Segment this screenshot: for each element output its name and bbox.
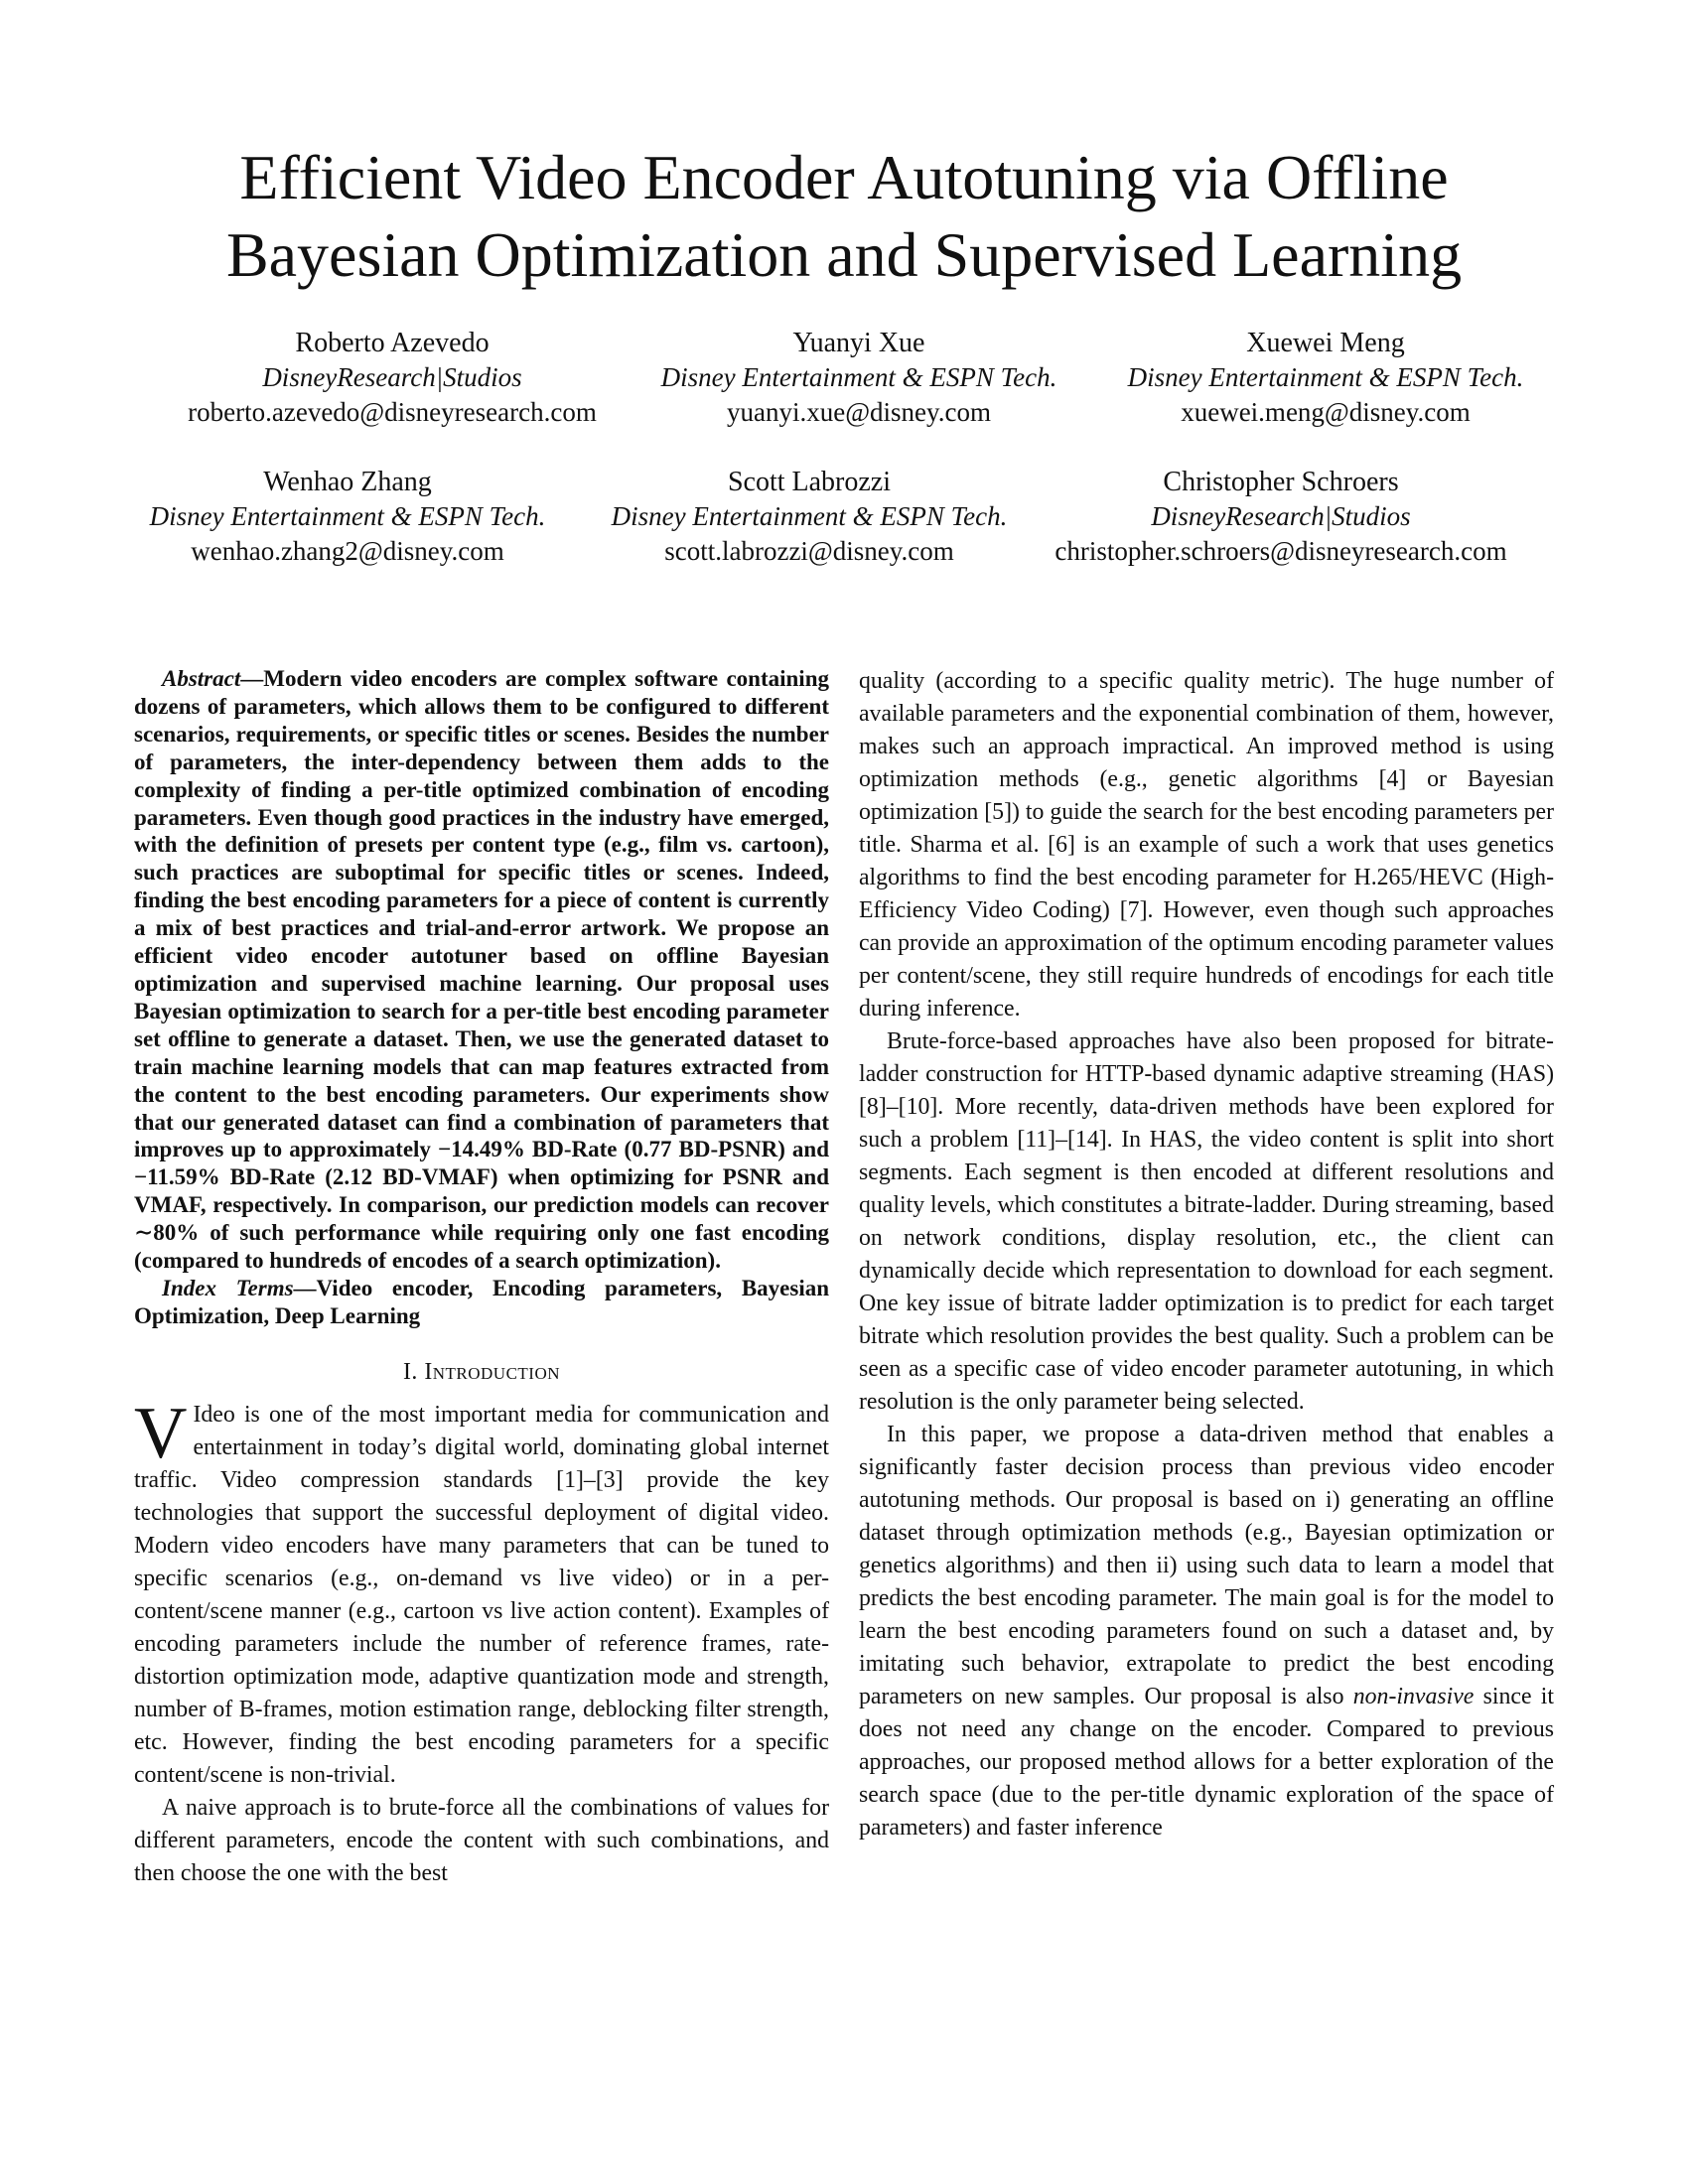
section-title: Introduction xyxy=(424,1358,561,1385)
author-email: christopher.schroers@disneyresearch.com xyxy=(1055,536,1507,566)
intro-paragraph-2: A naive approach is to brute-force all the combinations of values for different parameters, encode the content with such combinations, and then choose the one with the best xyxy=(134,1794,829,1886)
author-5 xyxy=(601,465,1018,569)
author-affiliation: Disney Entertainment & ESPN Tech. xyxy=(149,501,546,531)
author-affiliation: DisneyResearch|Studios xyxy=(262,362,522,392)
author-affiliation: DisneyResearch|Studios xyxy=(1151,501,1411,531)
author-6 xyxy=(1043,465,1519,569)
intro-paragraph-3: Brute-force-based approaches have also been proposed for bitrate-ladder construction for HTTP-based dynamic adaptive streaming (HAS) [8]–[10]. More recently, data-driven methods have been explored for such a problem [11]–[14]. In HAS, the video content is split into short segments. Each segment is then encoded at different resolutions and quality levels, which constitutes a bitrate-ladder. During streaming, based on network conditions, display resolution, etc., the client can dynamically decide which representation to download for each segment. One key issue of bitrate ladder optimization is to predict for each target bitrate which resolution provides the best quality. Such a problem can be seen as a specific case of video encoder parameter autotuning, in which resolution is the only parameter being selected. xyxy=(859,1028,1554,1415)
author-email: scott.labrozzi@disney.com xyxy=(664,536,954,566)
author-name: Wenhao Zhang xyxy=(263,467,432,497)
index-terms-label: Index Terms xyxy=(162,1275,294,1300)
abstract-text: Modern video encoders are complex software containing dozens of parameters, which allows them to be configured to different scenarios, requirements, or specific titles or scenes. Besides the number of parameters, the inter-dependency between them adds to the complexity of finding a per-title optimized combination of encoding parameters. Even though good practices in the industry have emerged, with the definition of presets per content type (e.g., film vs. cartoon), such practices are suboptimal for specific titles or scenes. Indeed, finding the best encoding parameters for a piece of content is currently a mix of best practices and trial-and-error artwork. We propose an efficient video encoder autotuner based on offline Bayesian optimization and supervised machine learning. Our proposal uses Bayesian optimization to search for a per-title best encoding parameter set offline to generate a dataset. Then, we use the generated dataset to train machine learning models that can map features extracted from the content to the best encoding parameters. Our experiments show that our generated dataset can find a combination of parameters that improves up to approximately −14.49% BD-Rate (0.77 BD-PSNR) and −11.59% BD-Rate (2.12 BD-VMAF) when optimizing for PSNR and VMAF, respectively. In comparison, our prediction models can recover ∼80% of such performance while requiring only one fast encoding (compared to hundreds of encodes of a search optimization). xyxy=(134,666,829,1274)
intro-paragraph-2-continued: quality (according to a specific quality metric). The huge number of available parameters and the exponential combination of them, however, makes such an approach impractical. An improved method is using optimization methods (e.g., genetic algorithms [4] or Bayesian optimization [5]) to guide the search for the best encoding parameters per title. Sharma et al. [6] is an example of such a work that uses genetics algorithms to find the best encoding parameter for H.265/HEVC (High-Efficiency Video Coding) [7]. However, even though such approaches can provide an approximation of the optimum encoding parameter values per content/scene, they still require hundreds of encodings for each title during inference. xyxy=(859,668,1554,1022)
author-1 xyxy=(184,326,601,430)
index-terms-text: Video encoder, Encoding parameters, Bayesian Optimization, Deep Learning xyxy=(134,1275,830,1328)
intro-paragraph-4 xyxy=(859,1419,1554,1844)
author-name: Christopher Schroers xyxy=(1163,467,1399,497)
section-numeral: I. xyxy=(402,1358,418,1385)
author-affiliation: Disney Entertainment & ESPN Tech. xyxy=(1127,362,1524,392)
title-line-2: Bayesian Optimization and Supervised Learning xyxy=(225,219,1463,290)
intro-paragraph-4-text-b: since it does not need any change on the encoder. Compared to previous approaches, our proposed method allows for a better exploration of the search space (due to the per-title dynamic exploration of the space of parameters) and faster inference xyxy=(859,1684,1555,1841)
author-2 xyxy=(650,326,1067,430)
author-email: roberto.azevedo@disneyresearch.com xyxy=(188,397,597,427)
author-email: wenhao.zhang2@disney.com xyxy=(191,536,504,566)
author-email: yuanyi.xue@disney.com xyxy=(726,397,992,427)
intro-paragraph-1 xyxy=(134,1392,829,1792)
author-email: xuewei.meng@disney.com xyxy=(1181,397,1471,427)
index-terms-dash: — xyxy=(293,1275,317,1300)
right-column xyxy=(859,665,1554,1844)
author-affiliation: Disney Entertainment & ESPN Tech. xyxy=(660,362,1057,392)
abstract xyxy=(134,665,829,1275)
author-name: Roberto Azevedo xyxy=(295,328,490,358)
abstract-label: Abstract xyxy=(162,666,241,691)
paper-title xyxy=(0,139,1688,294)
intro-paragraph-4-text-a: In this paper, we propose a data-driven method that enables a significantly faster decision process than previous video encoder autotuning methods. Our proposal is based on i) generating an offline dataset through optimization methods (e.g., Bayesian optimization or genetics algorithms) and then ii) using such data to learn a model that predicts the best encoding parameter. The main goal is for the model to learn the best encoding parameters found on such a dataset and, by imitating such behavior, extrapolate to predict the best encoding parameters on new samples. Our proposal is also xyxy=(859,1422,1554,1709)
abstract-dash: — xyxy=(240,666,264,691)
title-line-1: Efficient Video Encoder Autotuning via Offline xyxy=(239,142,1449,212)
author-name: Scott Labrozzi xyxy=(727,467,892,497)
intro-emphasis: non-invasive xyxy=(1352,1684,1475,1709)
section-heading-introduction xyxy=(134,1356,829,1389)
author-affiliation: Disney Entertainment & ESPN Tech. xyxy=(611,501,1008,531)
index-terms xyxy=(134,1275,829,1330)
left-column xyxy=(134,665,829,1890)
author-3 xyxy=(1117,326,1534,430)
author-name: Yuanyi Xue xyxy=(792,328,925,358)
intro-paragraph-1-text: Ideo is one of the most important media for communication and entertainment in today’s digital world, dominating global internet traffic. Video compression standards [1]–[3] provide the key technologies that support the successful deployment of digital video. Modern video encoders have many parameters that can be tuned to specific scenarios (e.g., on-demand vs live video) or in a per-content/scene manner (e.g., cartoon vs live action content). Examples of encoding parameters include the number of reference frames, rate-distortion optimization mode, adaptive quantization mode and strength, number of B-frames, motion estimation range, deblocking filter strength, etc. However, finding the best encoding parameters for a specific content/scene is non-trivial. xyxy=(134,1401,829,1788)
author-4 xyxy=(139,465,556,569)
dropcap-letter: V xyxy=(134,1392,188,1474)
author-name: Xuewei Meng xyxy=(1246,328,1405,358)
